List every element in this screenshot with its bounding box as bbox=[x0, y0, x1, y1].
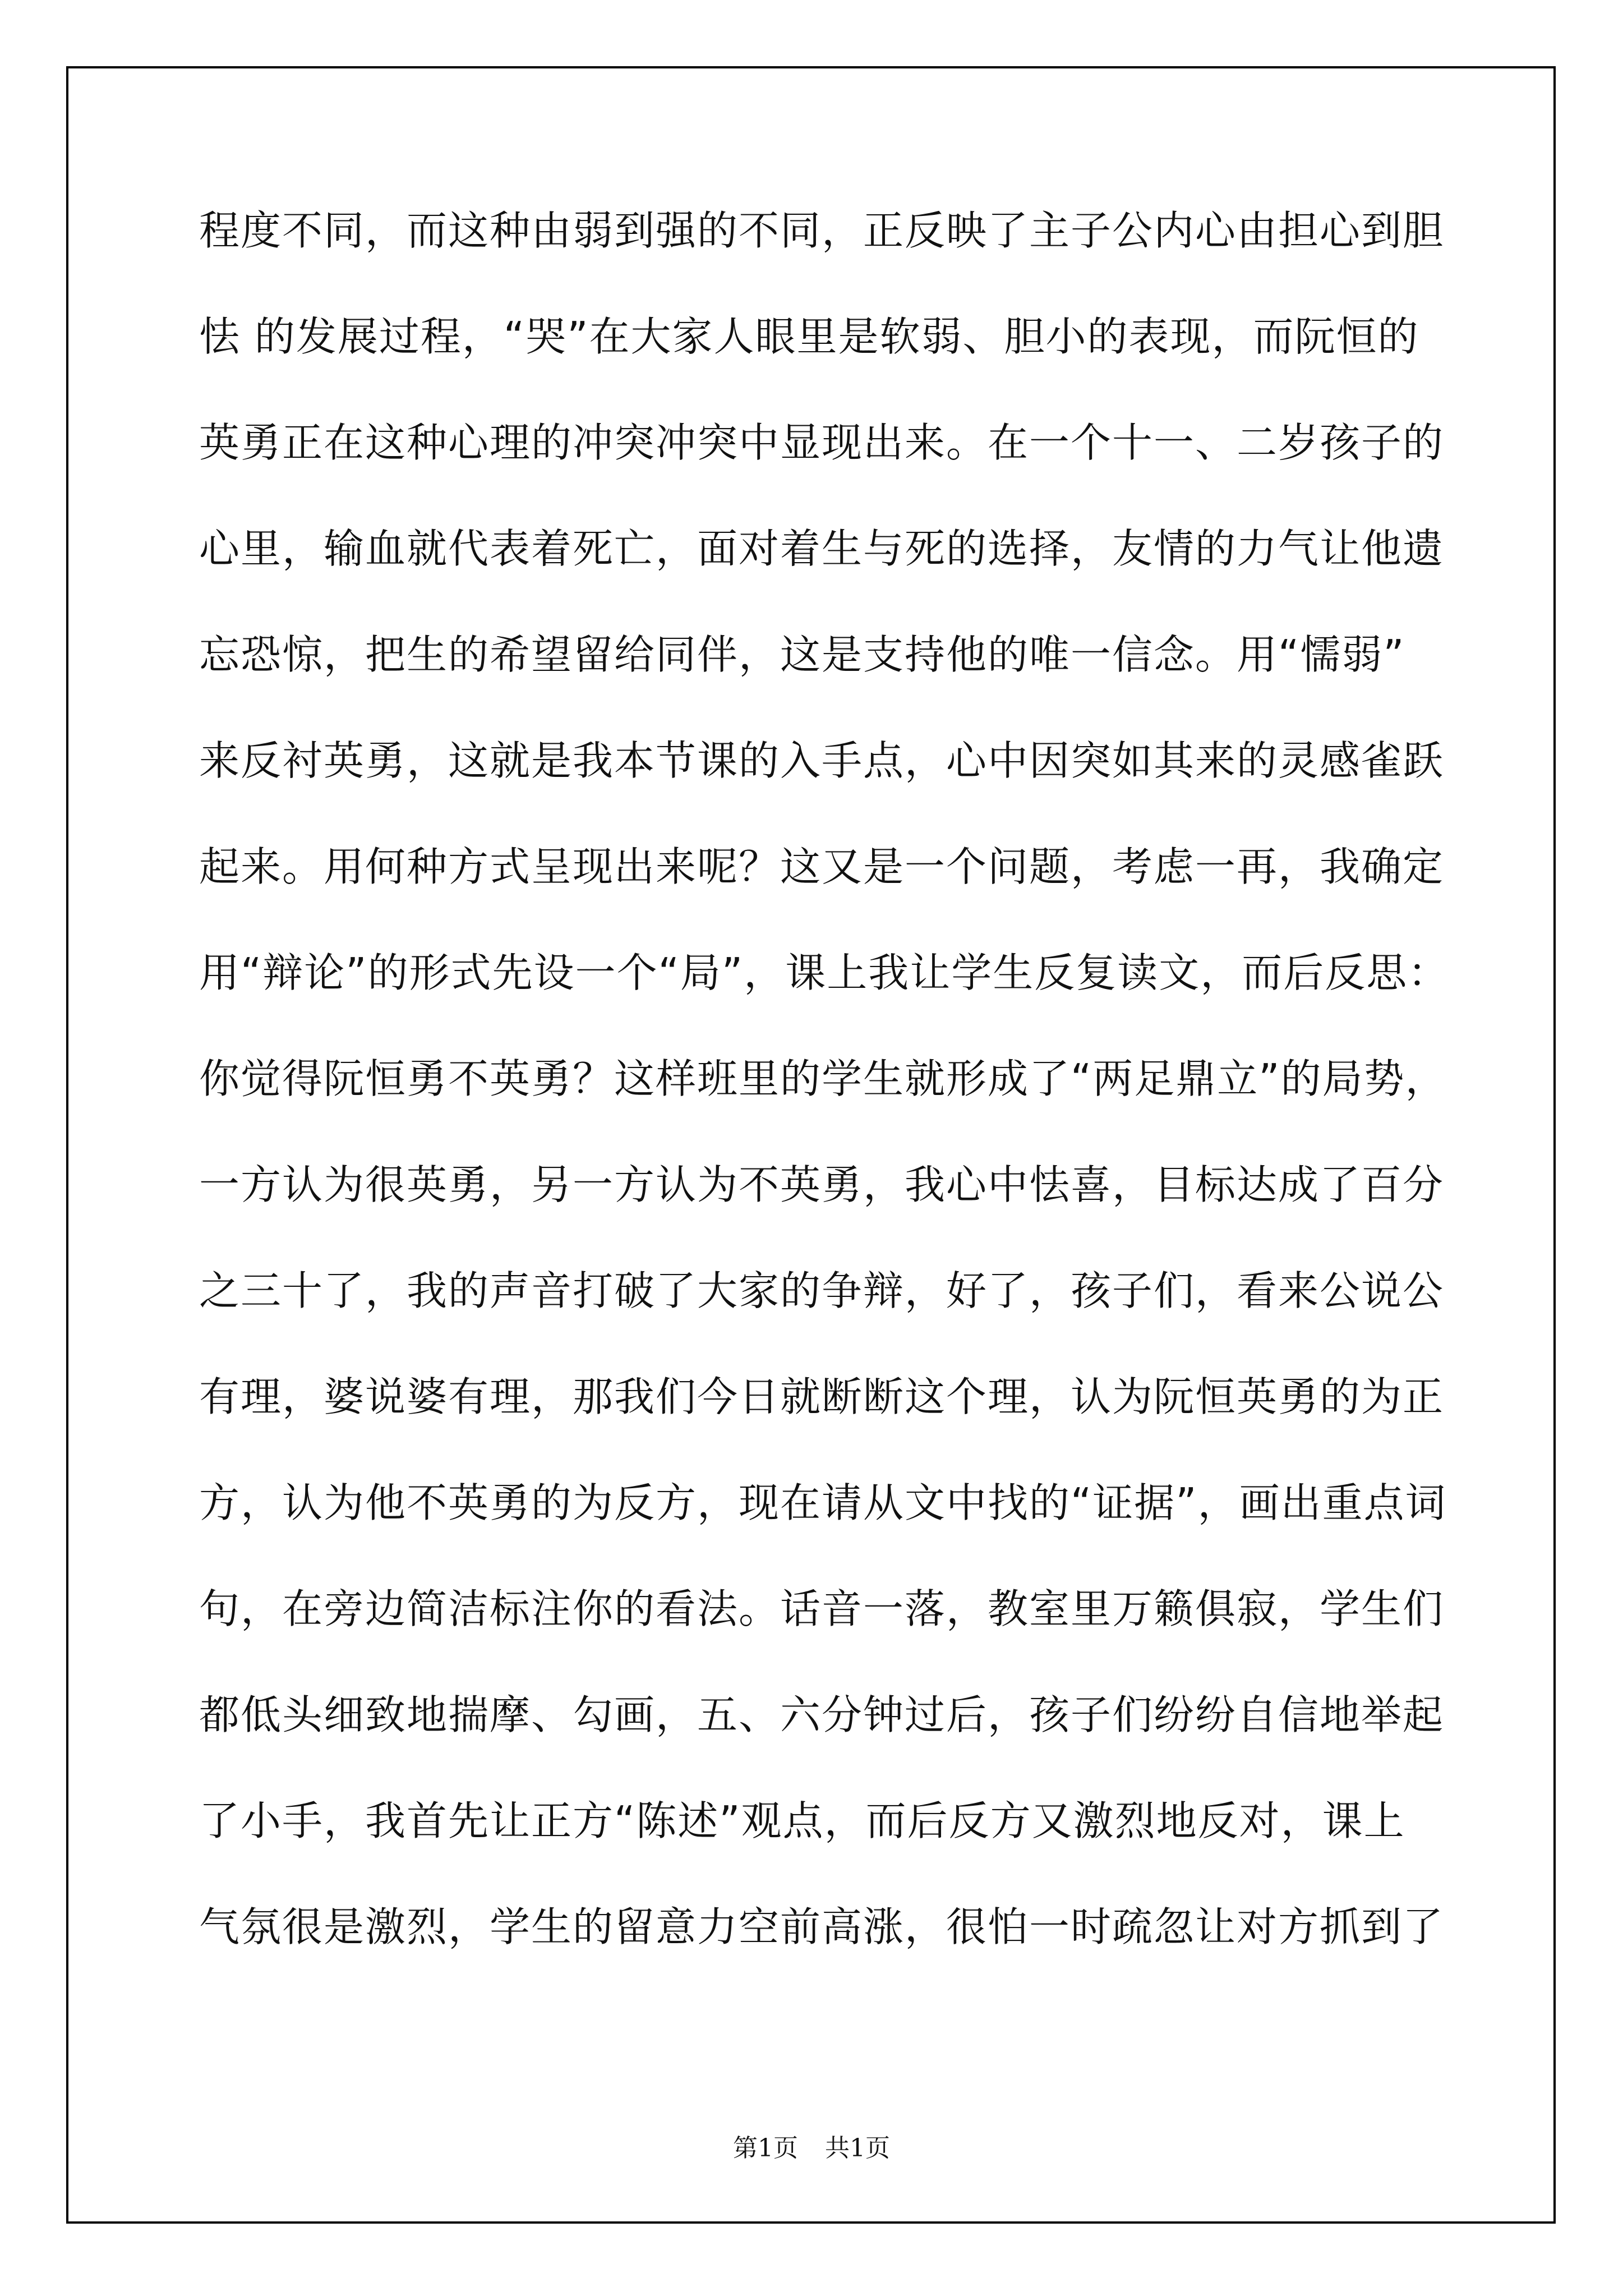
text-line: 方，认为他不英勇的为反方，现在请从文中找的“证据”，画出重点词 bbox=[199, 1479, 1447, 1526]
page-footer bbox=[0, 2134, 1623, 2162]
document-body bbox=[199, 207, 1461, 2013]
text-line: 怯 的发展过程，“哭”在大家人眼里是软弱、胆小的表现，而阮恒的 bbox=[199, 313, 1419, 360]
page-number: 第1页 bbox=[733, 2134, 798, 2162]
text-line: 了小手，我首先让正方“陈述”观点，而后反方又激烈地反对，课上 bbox=[199, 1797, 1405, 1844]
text-line: 用“辩论”的形式先设一个“局”，课上我让学生反复读文，而后反思： bbox=[199, 949, 1450, 996]
text-line: 心里，输血就代表着死亡，面对着生与死的选择，友情的力气让他遗 bbox=[199, 525, 1445, 572]
text-line: 程度不同，而这种由弱到强的不同，正反映了主子公内心由担心到胆 bbox=[199, 207, 1445, 254]
text-line: 忘恐惊，把生的希望留给同伴，这是支持他的唯一信念。用“懦弱” bbox=[199, 631, 1405, 678]
text-line: 气氛很是激烈，学生的留意力空前高涨，很怕一时疏忽让对方抓到了 bbox=[199, 1903, 1445, 1950]
text-line: 之三十了，我的声音打破了大家的争辩，好了，孩子们，看来公说公 bbox=[199, 1267, 1445, 1314]
text-line: 来反衬英勇，这就是我本节课的入手点，心中因突如其来的灵感雀跃 bbox=[199, 737, 1445, 784]
text-line: 一方认为很英勇，另一方认为不英勇，我心中怯喜，目标达成了百分 bbox=[199, 1161, 1445, 1208]
text-line: 英勇正在这种心理的冲突冲突中显现出来。在一个十一、二岁孩子的 bbox=[199, 419, 1445, 466]
text-line: 都低头细致地揣摩、勾画，五、六分钟过后，孩子们纷纷自信地举起 bbox=[199, 1691, 1445, 1738]
text-line: 有理，婆说婆有理，那我们今日就断断这个理，认为阮恒英勇的为正 bbox=[199, 1373, 1445, 1420]
text-line: 句，在旁边简洁标注你的看法。话音一落，教室里万籁俱寂，学生们 bbox=[199, 1585, 1445, 1632]
text-line: 起来。用何种方式呈现出来呢？这又是一个问题，考虑一再，我确定 bbox=[199, 843, 1445, 890]
page-total: 共1页 bbox=[825, 2134, 890, 2162]
text-line: 你觉得阮恒勇不英勇？这样班里的学生就形成了“两足鼎立”的局势， bbox=[199, 1055, 1447, 1102]
